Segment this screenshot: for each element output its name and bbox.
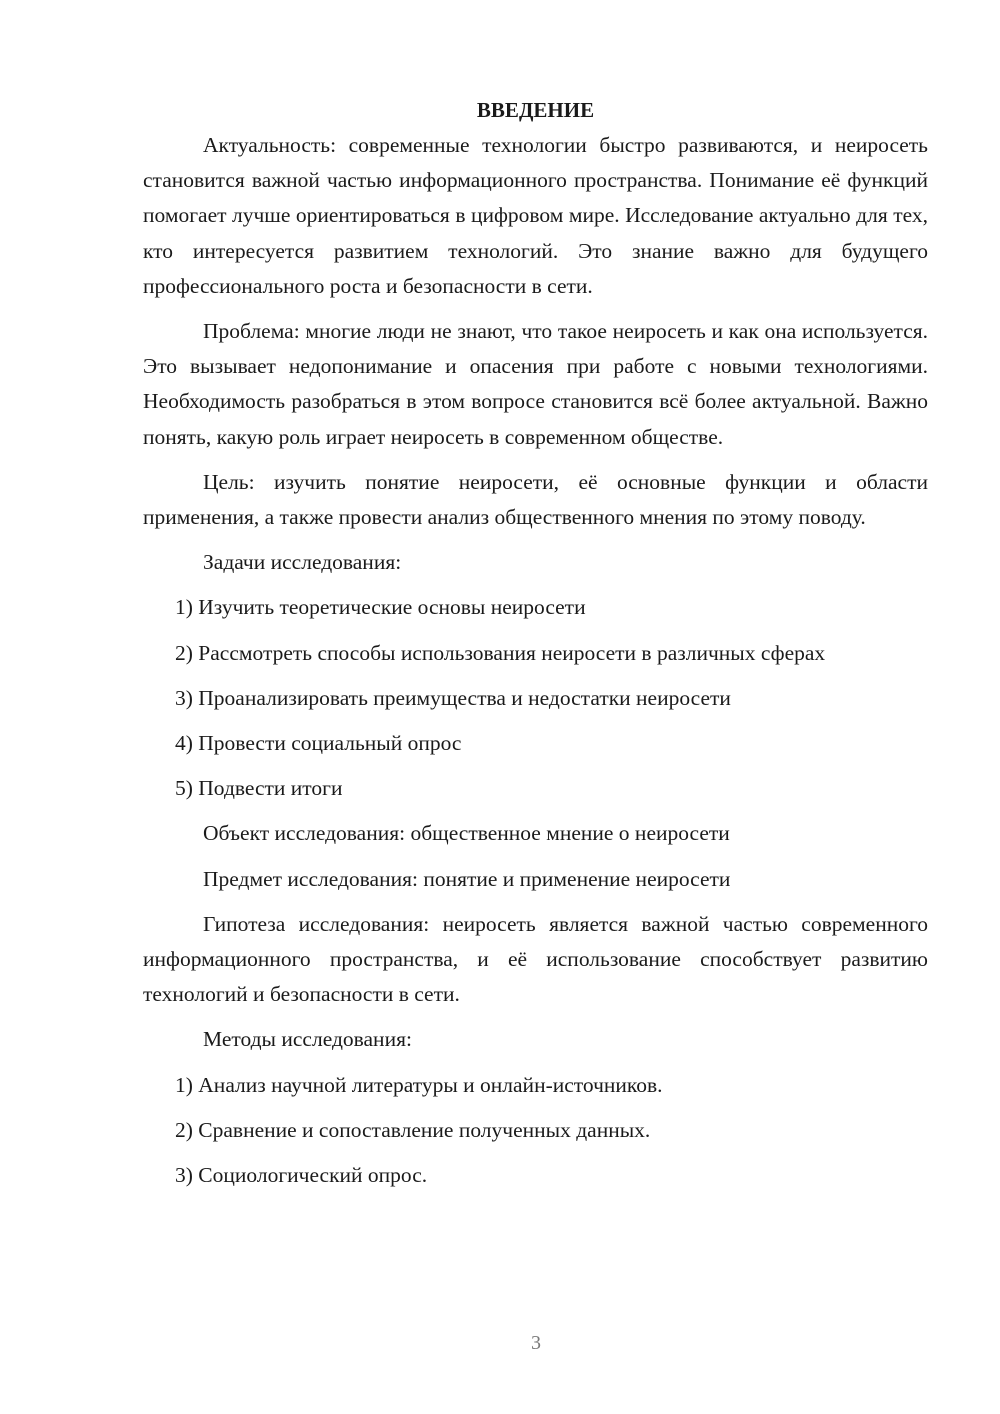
task-item: 3) Проанализировать преимущества и недостатки неиросети bbox=[175, 685, 731, 710]
task-item: 5) Подвести итоги bbox=[175, 776, 343, 801]
document-page bbox=[143, 92, 928, 1203]
method-item: 3) Социологический опрос. bbox=[175, 1163, 428, 1188]
task-item: 2) Рассмотреть способы использования неиросети в различных сферах bbox=[175, 640, 826, 665]
section-heading: ВВЕДЕНИЕ bbox=[476, 98, 595, 122]
methods-list bbox=[143, 1068, 928, 1194]
task-item: 4) Провести социальный опрос bbox=[175, 731, 462, 756]
problem-paragraph: Проблема: многие люди не знают, что такое неиросеть и как она используется. Это вызывает недопонимание и опасения при работе с новыми технологиями. Необходимость разобраться в этом вопросе становится всё более актуальной. Важно понять, какую роль играет неиросеть в современном обществе. bbox=[143, 319, 928, 449]
task-item: 1) Изучить теоретические основы неиросети bbox=[175, 595, 586, 620]
methods-title: Методы исследования: bbox=[203, 1027, 412, 1052]
relevance-paragraph: Актуальность: современные технологии быстро развиваются, и неиросеть становится важной частью информационного пространства. Понимание её функций помогает лучше ориентироваться в цифровом мире. Исследование актуально для тех, кто интересуется развитием технологий. Это знание важно для будущего профессионального роста и безопасности в сети. bbox=[143, 133, 928, 298]
research-object: Объект исследования: общественное мнение о неиросети bbox=[203, 821, 730, 846]
tasks-list bbox=[143, 590, 928, 806]
hypothesis-paragraph: Гипотеза исследования: неиросеть является важной частью современного информационного пространства, и её использование способствует развитию технологий и безопасности в сети. bbox=[143, 911, 928, 1007]
method-item: 2) Сравнение и сопоставление полученных данных. bbox=[175, 1117, 651, 1142]
page-number: 3 bbox=[531, 1332, 541, 1354]
goal-paragraph: Цель: изучить понятие неиросети, её основные функции и области применения, а также провести анализ общественного мнения по этому поводу. bbox=[143, 469, 928, 530]
research-subject: Предмет исследования: понятие и применение неиросети bbox=[203, 866, 731, 891]
method-item: 1) Анализ научной литературы и онлайн-источников. bbox=[175, 1072, 663, 1097]
tasks-title: Задачи исследования: bbox=[203, 550, 402, 575]
